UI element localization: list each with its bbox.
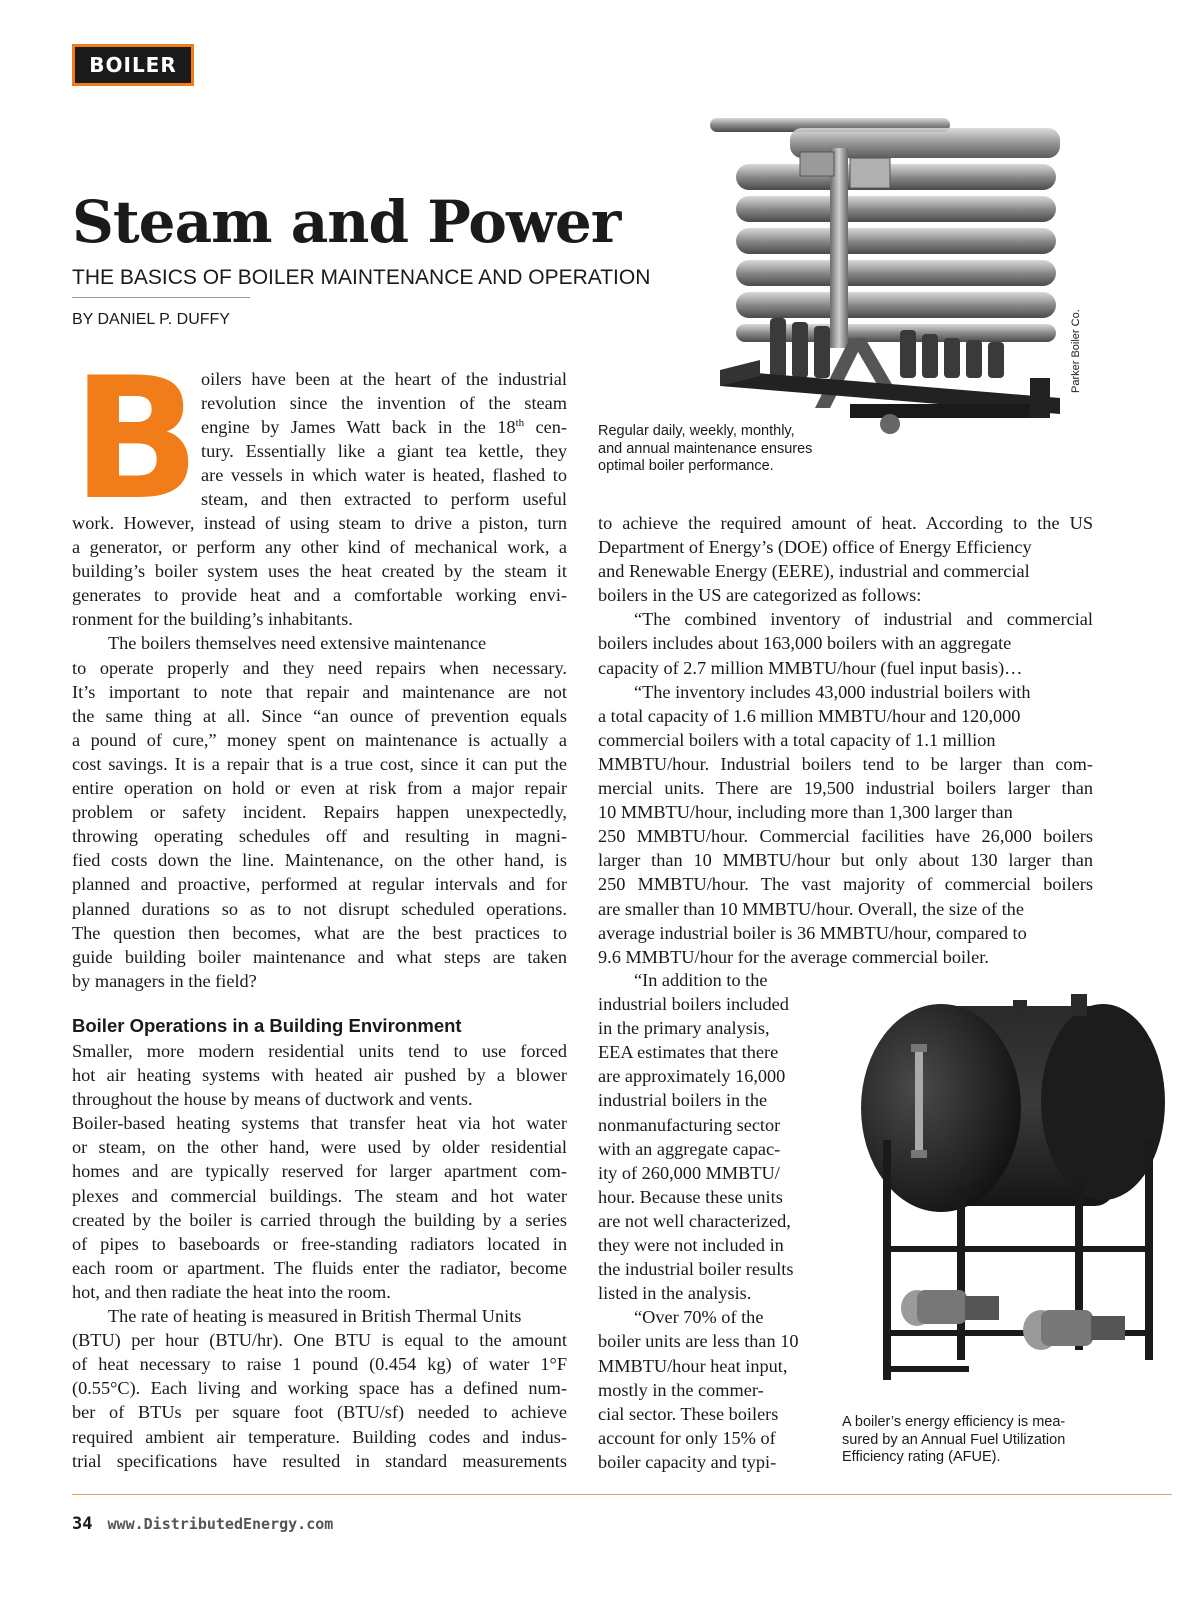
column-1-body: [72, 511, 567, 993]
text-line: created by the boiler is carried through the building by a series: [72, 1209, 567, 1230]
text-line: industrial boilers in the: [598, 1090, 768, 1111]
text-line: 10 MMBTU/hour, including more than 1,300 larger than: [598, 802, 1013, 823]
page-number: 34: [72, 1514, 93, 1534]
text-line: steam, and then extracted to perform useful: [201, 489, 567, 510]
caption-line: A boiler’s energy efficiency is mea-: [842, 1414, 1066, 1430]
column-2-narrow-body: [598, 968, 810, 1474]
text-line: a pound of cure,” money spent on maintenance is actually a: [72, 729, 567, 750]
text-line: guide building boiler maintenance and what steps are taken: [72, 946, 567, 967]
text-line: are smaller than 10 MMBTU/hour. Overall, the size of the: [598, 898, 1024, 919]
caption-line: Regular daily, weekly, monthly,: [598, 423, 795, 439]
text-line: generates to provide heat and a comfortable working envi-: [72, 585, 567, 606]
text-line: MMBTU/hour. Industrial boilers tend to be larger than com-: [598, 753, 1093, 774]
text-line: hot, and then radiate the heat into the room.: [72, 1281, 391, 1302]
text-line: a total capacity of 1.6 million MMBTU/hour and 120,000: [598, 705, 1021, 726]
text-line: ity of 260,000 MMBTU/: [598, 1162, 780, 1183]
text-fragment: engine by James Watt back in the 18: [201, 417, 516, 438]
text-line: “In addition to the: [634, 970, 768, 990]
article-subtitle: THE BASICS OF BOILER MAINTENANCE AND OPERATION: [72, 266, 651, 289]
text-line: or steam, on the other hand, were used by older residential: [72, 1137, 567, 1158]
byline: BY DANIEL P. DUFFY: [72, 311, 230, 328]
text-line: larger than 10 MMBTU/hour but only about 130 larger than: [598, 850, 1093, 871]
photo-caption-top: [598, 423, 812, 476]
text-line: boiler capacity and typi-: [598, 1451, 777, 1472]
text-line: to operate properly and they need repairs when necessary.: [72, 657, 567, 678]
text-line: revolution since the invention of the steam: [201, 393, 567, 414]
photo-caption-bottom: [842, 1414, 1065, 1467]
text-line: entire operation on hold or even at risk from a major repair: [72, 778, 567, 799]
text-line: in the primary analysis,: [598, 1018, 770, 1039]
text-line: they were not included in: [598, 1235, 784, 1256]
text-line: tury. Essentially like a giant tea kettle, they: [201, 441, 567, 462]
text-line: 250 MMBTU/hour. The vast majority of commercial boilers: [598, 874, 1093, 895]
text-line: are vessels in which water is heated, flashed to: [201, 465, 567, 486]
text-line: building’s boiler system uses the heat created by the steam it: [72, 561, 567, 582]
intro-paragraph: [201, 367, 567, 512]
tank-boiler-photo: [845, 990, 1175, 1390]
section-heading: Boiler Operations in a Building Environment: [72, 1015, 462, 1036]
article-title: Steam and Power: [72, 188, 621, 256]
text-line: boilers includes about 163,000 boilers with an aggregate: [598, 633, 1012, 654]
text-line: The question then becomes, what are the best practices to: [72, 922, 567, 943]
text-line: 9.6 MMBTU/hour for the average commercial boiler.: [598, 946, 989, 967]
text-line: problem or safety incident. Repairs happen unexpectedly,: [72, 802, 567, 823]
section-tag: BOILER: [72, 44, 194, 86]
text-line: homes and are typically reserved for larger apartment com-: [72, 1161, 567, 1182]
text-line: a generator, or perform any other kind of mechanical work, a: [72, 537, 567, 558]
page-footer: [72, 1514, 333, 1534]
text-line: Boiler-based heating systems that transfer heat via hot water: [72, 1113, 567, 1134]
text-line: with an aggregate capac-: [598, 1138, 781, 1159]
text-line: “Over 70% of the: [634, 1307, 764, 1328]
text-line: 250 MMBTU/hour. Commercial facilities have 26,000 boilers: [598, 826, 1093, 847]
column-1-section-body: [72, 1039, 567, 1473]
text-line: oilers have been at the heart of the industrial: [201, 369, 567, 389]
text-line: [201, 415, 567, 439]
text-line: throwing operating schedules off and resulting in magni-: [72, 826, 567, 847]
text-line: to achieve the required amount of heat. According to the US: [598, 513, 1093, 533]
caption-line: sured by an Annual Fuel Utilization: [842, 1431, 1066, 1448]
text-line: (0.55°C). Each living and working space has a defined num-: [72, 1378, 567, 1399]
text-line: “The combined inventory of industrial and commercial: [634, 609, 1093, 630]
text-line: The boilers themselves need extensive maintenance: [108, 633, 487, 654]
coil-boiler-photo: [700, 108, 1084, 438]
text-line: by managers in the field?: [72, 970, 257, 991]
text-line: Department of Energy’s (DOE) office of Energy Efficiency: [598, 537, 1032, 558]
text-line: boilers in the US are categorized as follows:: [598, 585, 922, 606]
text-line: MMBTU/hour heat input,: [598, 1355, 788, 1376]
text-line: mercial units. There are 19,500 industrial boilers larger than: [598, 778, 1093, 799]
text-line: ber of BTUs per square foot (BTU/sf) needed to achieve: [72, 1402, 567, 1423]
text-line: account for only 15% of: [598, 1427, 776, 1448]
footer-divider: [72, 1494, 1172, 1495]
column-2-body: [598, 511, 1093, 969]
text-line: the same thing at all. Since “an ounce of prevention equals: [72, 705, 567, 726]
text-line: the industrial boiler results: [598, 1259, 794, 1280]
text-line: It’s important to note that repair and maintenance are not: [72, 681, 567, 702]
text-line: throughout the house by means of ductwork and vents.: [72, 1089, 473, 1110]
text-line: are not well characterized,: [598, 1210, 791, 1231]
caption-line: Efficiency rating (AFUE).: [842, 1449, 1001, 1466]
text-line: planned and proactive, performed at regular intervals and for: [72, 874, 567, 895]
drop-cap: B: [72, 341, 201, 537]
text-line: plexes and commercial buildings. The steam and hot water: [72, 1185, 567, 1206]
text-line: (BTU) per hour (BTU/hr). One BTU is equal to the amount: [72, 1330, 567, 1351]
text-line: hour. Because these units: [598, 1186, 783, 1207]
text-line: The rate of heating is measured in British Thermal Units: [108, 1306, 522, 1327]
text-line: listed in the analysis.: [598, 1283, 752, 1304]
text-line: Smaller, more modern residential units tend to use forced: [72, 1041, 567, 1061]
text-line: fied costs down the line. Maintenance, on the other hand, is: [72, 850, 567, 871]
text-line: capacity of 2.7 million MMBTU/hour (fuel input basis)…: [598, 657, 1023, 678]
text-line: EEA estimates that there: [598, 1042, 779, 1063]
text-line: each room or apartment. The fluids enter the radiator, become: [72, 1257, 567, 1278]
text-line: hot air heating systems with heated air pushed by a blower: [72, 1065, 567, 1086]
text-line: nonmanufacturing sector: [598, 1114, 781, 1135]
photo-credit: Parker Boiler Co.: [1070, 309, 1082, 393]
text-line: of heat necessary to raise 1 pound (0.454 kg) of water 1°F: [72, 1354, 567, 1375]
text-line: commercial boilers with a total capacity of 1.1 million: [598, 729, 996, 750]
text-line: planned durations so as to not disrupt scheduled operations.: [72, 898, 567, 919]
footer-url[interactable]: www.DistributedEnergy.com: [107, 1515, 334, 1533]
text-line: required ambient air temperature. Building codes and indus-: [72, 1426, 567, 1447]
caption-line: optimal boiler performance.: [598, 458, 774, 475]
text-line: “The inventory includes 43,000 industrial boilers with: [634, 681, 1031, 702]
text-line: boiler units are less than 10: [598, 1331, 799, 1352]
superscript: th: [515, 417, 525, 430]
text-line: are approximately 16,000: [598, 1066, 786, 1087]
text-line: cial sector. These boilers: [598, 1403, 779, 1424]
text-line: cost savings. It is a repair that is a true cost, since it can put the: [72, 753, 567, 774]
text-line: mostly in the commer-: [598, 1379, 764, 1400]
subtitle-divider: [72, 297, 250, 298]
text-line: work. However, instead of using steam to drive a piston, turn: [72, 513, 567, 533]
text-line: industrial boilers included: [598, 994, 789, 1015]
text-line: of pipes to baseboards or free-standing radiators located in: [72, 1233, 567, 1254]
text-line: and Renewable Energy (EERE), industrial and commercial: [598, 561, 1030, 582]
caption-line: and annual maintenance ensures: [598, 440, 813, 457]
text-line: average industrial boiler is 36 MMBTU/hour, compared to: [598, 922, 1027, 943]
text-fragment: cen-: [524, 417, 567, 438]
text-line: ronment for the building’s inhabitants.: [72, 609, 353, 630]
text-line: trial specifications have resulted in standard measurements: [72, 1450, 567, 1471]
